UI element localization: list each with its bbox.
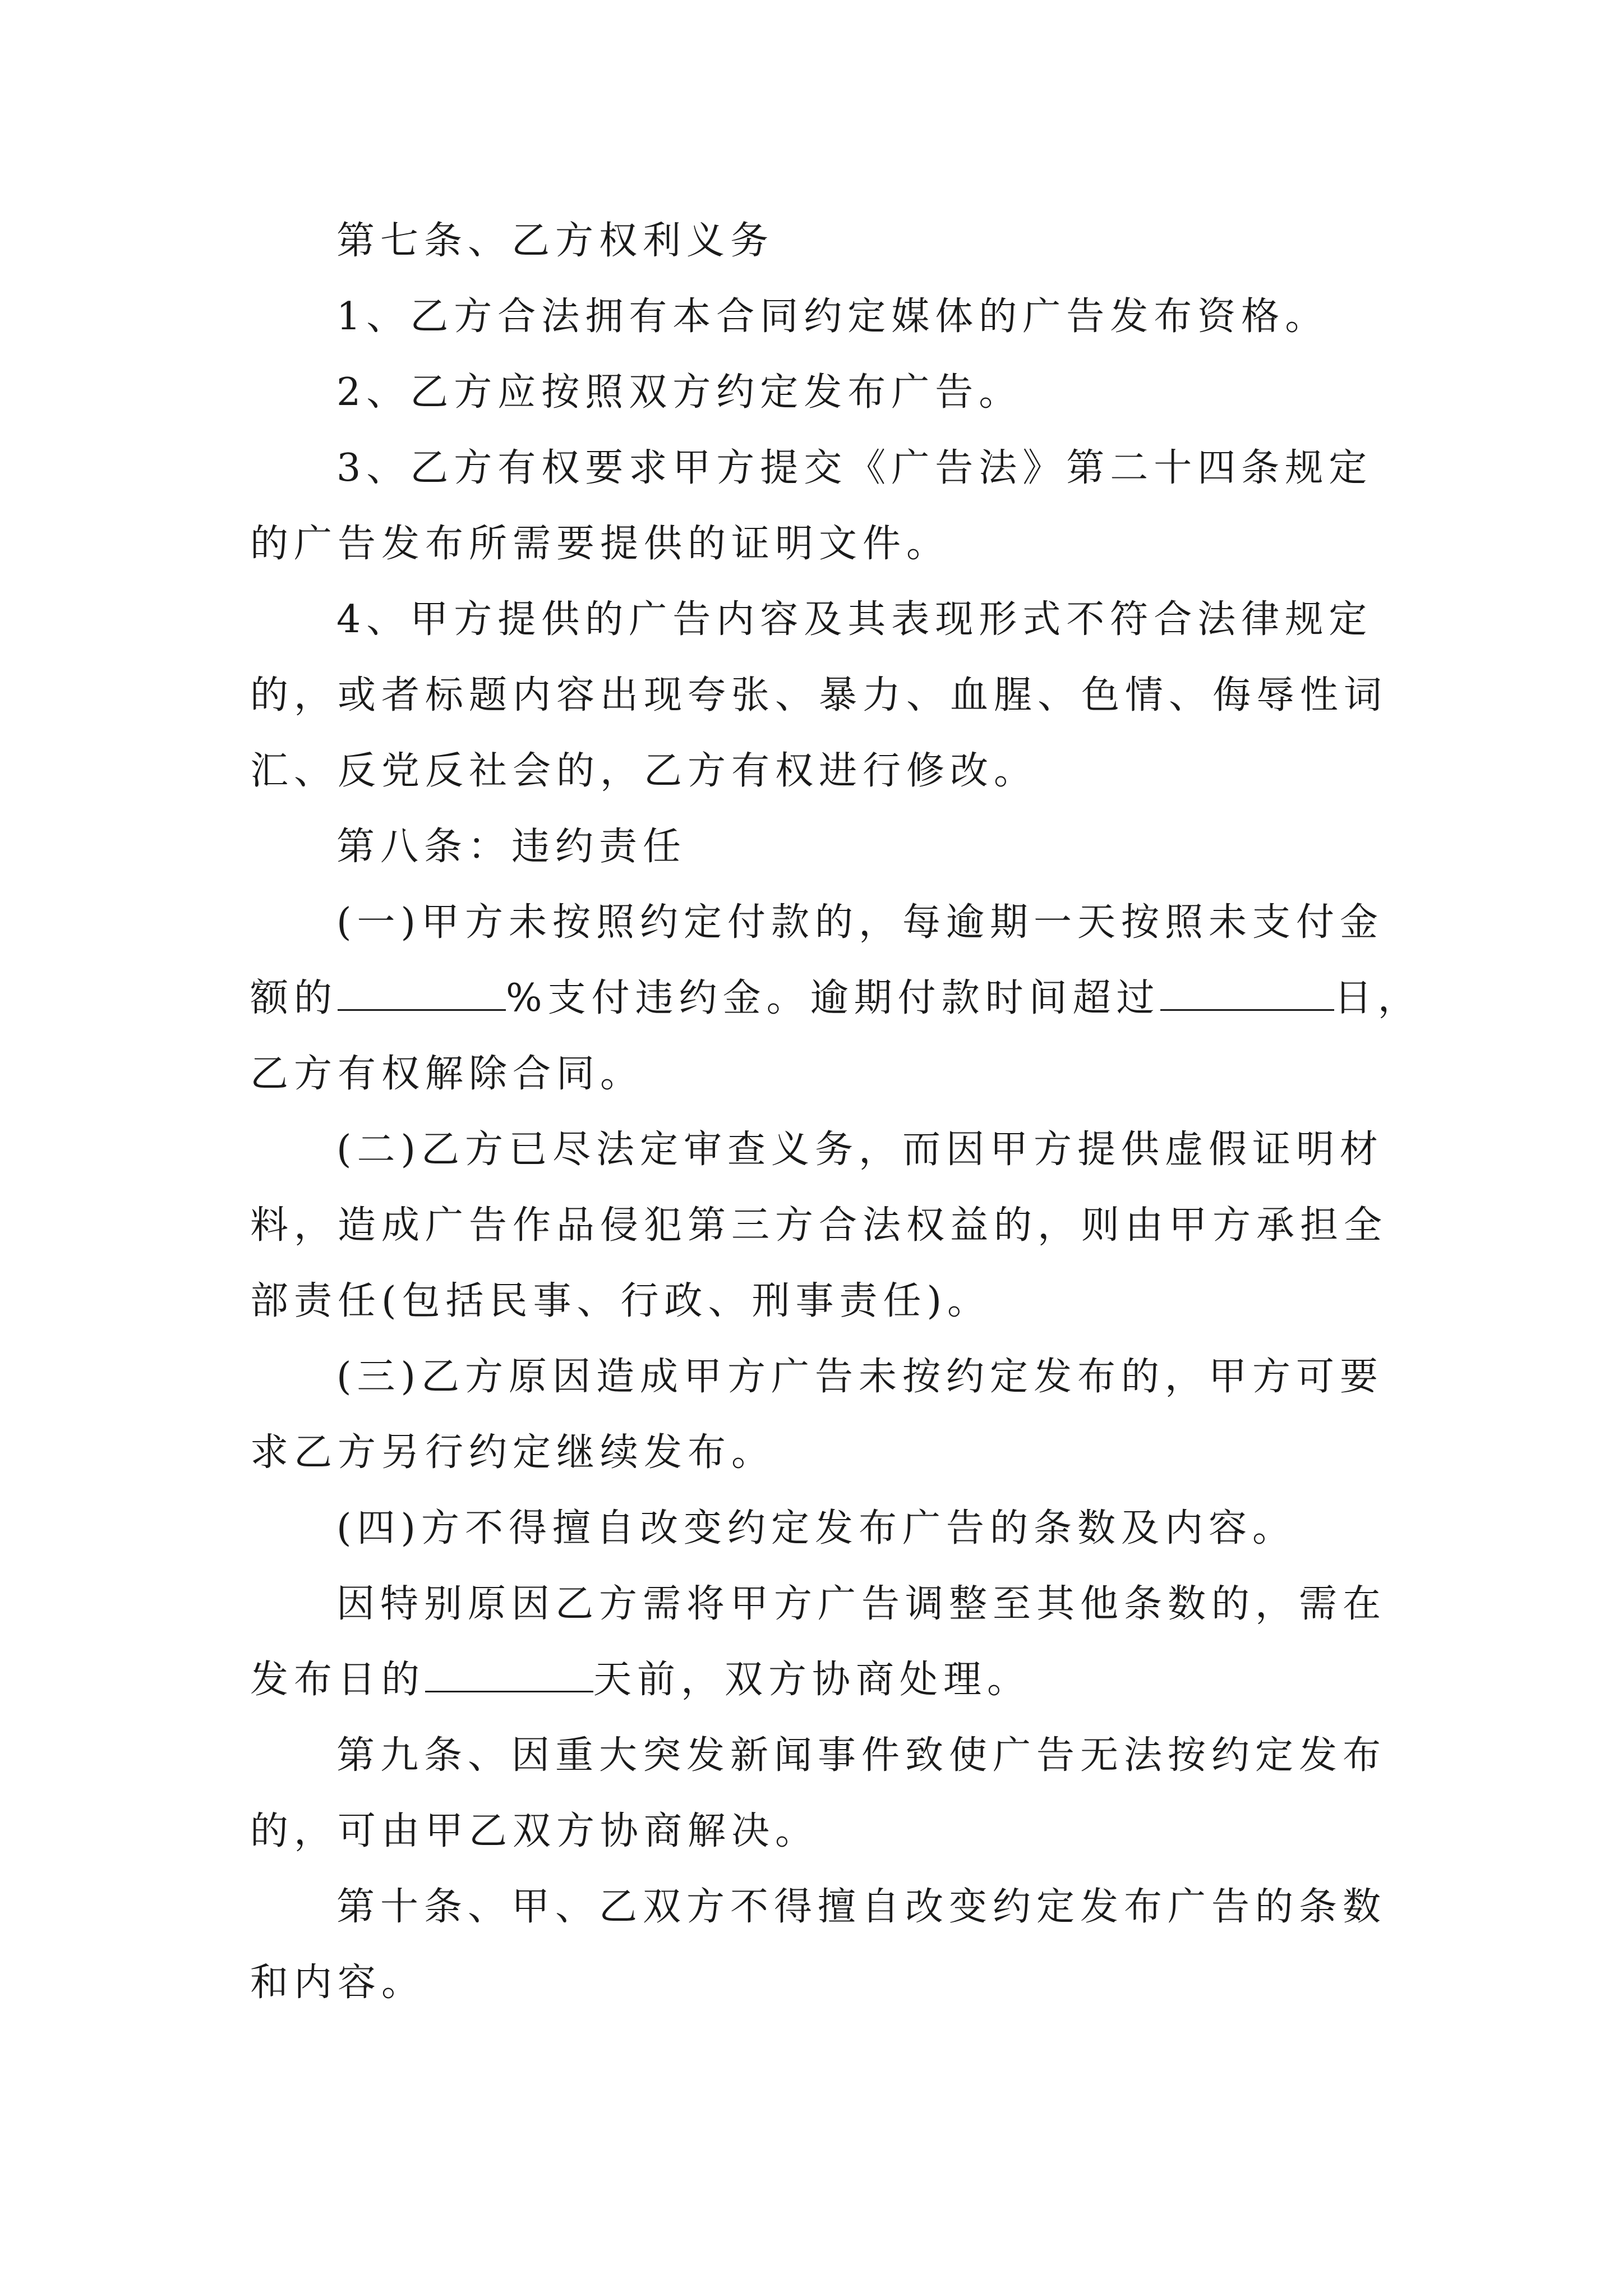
clause-7-3-line-2: 的广告发布所需要提供的证明文件。	[250, 522, 951, 566]
clause-7-3-line-1: 3、乙方有权要求甲方提交《广告法》第二十四条规定	[336, 446, 1373, 490]
article-8-heading: 第八条：违约责任	[336, 825, 687, 869]
clause-7-1: 1、乙方合法拥有本合同约定媒体的广告发布资格。	[336, 295, 1329, 339]
clause-8-1-line-2: 额的 %支付违约金。逾期付款时间超过 日，	[250, 976, 1422, 1020]
article-9-line-2: 的，可由甲乙双方协商解决。	[250, 1809, 819, 1853]
clause-8-4-note-line-1: 因特别原因乙方需将甲方广告调整至其他条数的，需在	[336, 1582, 1387, 1626]
clause-8-4-note-line-2: 发布日的 天前，双方协商处理。	[250, 1658, 1031, 1702]
article-7-heading: 第七条、乙方权利义务	[336, 219, 774, 263]
article-10-line-1: 第十条、甲、乙双方不得擅自改变约定发布广告的条数	[336, 1885, 1387, 1929]
clause-8-2-line-1: (二)乙方已尽法定审查义务，而因甲方提供虚假证明材	[336, 1128, 1384, 1172]
clause-8-2-line-2: 料，造成广告作品侵犯第三方合法权益的，则由甲方承担全	[250, 1203, 1388, 1248]
clause-8-2-line-3: 部责任(包括民事、行政、刑事责任)。	[250, 1279, 992, 1323]
clause-7-2: 2、乙方应按照双方约定发布广告。	[336, 370, 1023, 415]
clause-7-4-line-1: 4、甲方提供的广告内容及其表现形式不符合法律规定	[336, 597, 1373, 642]
fill-in-blank[interactable]	[1160, 976, 1334, 1011]
clause-8-1-line-1: (一)甲方未按照约定付款的，每逾期一天按照未支付金	[336, 900, 1384, 945]
clause-7-4-line-2: 的，或者标题内容出现夸张、暴力、血腥、色情、侮辱性词	[250, 673, 1388, 717]
contract-text	[250, 203, 1422, 2021]
clause-7-4-line-3: 汇、反党反社会的，乙方有权进行修改。	[250, 749, 1038, 793]
clause-8-3-line-2: 求乙方另行约定继续发布。	[250, 1430, 776, 1475]
article-9-line-1: 第九条、因重大突发新闻事件致使广告无法按约定发布	[336, 1733, 1387, 1778]
clause-8-4: (四)方不得擅自改变约定发布广告的条数及内容。	[336, 1506, 1297, 1550]
article-10-line-2: 和内容。	[250, 1961, 426, 2005]
clause-8-3-line-1: (三)乙方原因造成甲方广告未按约定发布的，甲方可要	[336, 1355, 1384, 1399]
fill-in-blank[interactable]	[425, 1657, 593, 1692]
clause-8-1-line-3: 乙方有权解除合同。	[250, 1052, 644, 1096]
fill-in-blank[interactable]	[338, 976, 506, 1011]
